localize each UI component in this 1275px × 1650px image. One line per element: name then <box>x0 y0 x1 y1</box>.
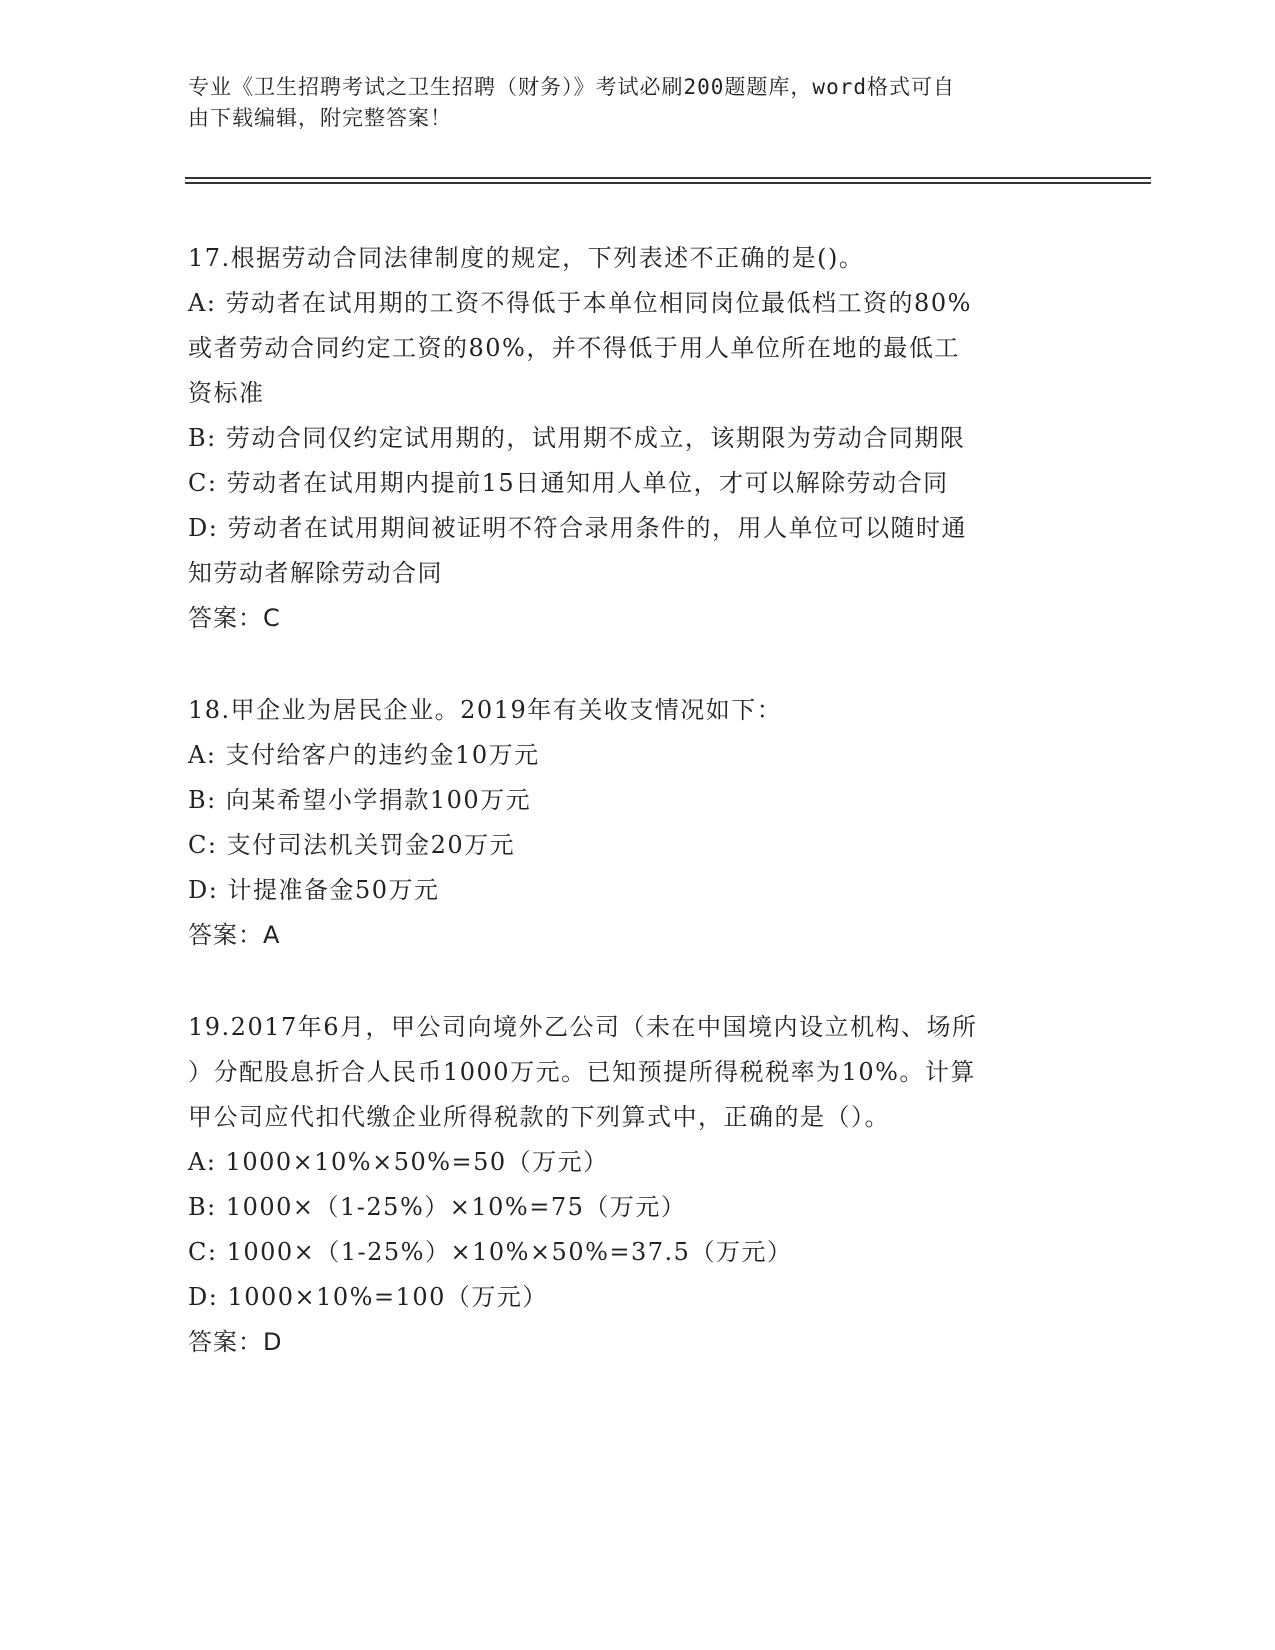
question-block <box>188 1005 1088 1365</box>
question-stem: 甲公司应代扣代缴企业所得税款的下列算式中，正确的是（）。 <box>188 1103 890 1131</box>
option-text: A: 1000×10%×50%=50（万元） <box>188 1148 609 1176</box>
answer-option <box>188 281 1088 416</box>
answer-option <box>188 416 1088 461</box>
answer-option <box>188 1140 1088 1185</box>
header-divider <box>185 182 1151 184</box>
answer-option <box>188 461 1088 506</box>
answer-option <box>188 1275 1088 1320</box>
answer-key: 答案：A <box>188 921 281 949</box>
question-stem: 17.根据劳动合同法律制度的规定，下列表述不正确的是()。 <box>188 244 865 272</box>
answer-option <box>188 1185 1088 1230</box>
answer-option <box>188 778 1088 823</box>
header-line: 由下载编辑，附完整答案！ <box>188 106 452 130</box>
question-stem: 19.2017年6月，甲公司向境外乙公司（未在中国境内设立机构、场所 <box>188 1013 978 1041</box>
header-line: 专业《卫生招聘考试之卫生招聘（财务）》考试必刷200题题库，word格式可自 <box>188 75 955 99</box>
question-block <box>188 688 1088 958</box>
answer-option <box>188 733 1088 778</box>
answer-key: 答案：D <box>188 1328 283 1356</box>
answer-key: 答案：C <box>188 604 281 632</box>
option-text: 知劳动者解除劳动合同 <box>188 559 443 587</box>
option-text: 或者劳动合同约定工资的80%，并不得低于用人单位所在地的最低工 <box>188 334 960 362</box>
option-text: D: 劳动者在试用期间被证明不符合录用条件的，用人单位可以随时通 <box>188 514 967 542</box>
answer-option <box>188 506 1088 596</box>
question-stem: 18.甲企业为居民企业。2019年有关收支情况如下： <box>188 696 783 724</box>
option-text: B: 1000×（1-25%）×10%=75（万元） <box>188 1193 687 1221</box>
option-text: C: 劳动者在试用期内提前15日通知用人单位，才可以解除劳动合同 <box>188 469 949 497</box>
option-text: A: 支付给客户的违约金10万元 <box>188 741 540 769</box>
option-text: D: 1000×10%=100（万元） <box>188 1283 548 1311</box>
option-text: A: 劳动者在试用期的工资不得低于本单位相同岗位最低档工资的80% <box>188 289 972 317</box>
header-divider <box>185 177 1151 179</box>
option-text: C: 1000×（1-25%）×10%×50%=37.5（万元） <box>188 1238 793 1266</box>
document-header <box>188 72 1068 134</box>
option-text: B: 向某希望小学捐款100万元 <box>188 786 532 814</box>
answer-option <box>188 823 1088 868</box>
option-text: B: 劳动合同仅约定试用期的，试用期不成立，该期限为劳动合同期限 <box>188 424 966 452</box>
option-text: 资标准 <box>188 379 265 407</box>
option-text: C: 支付司法机关罚金20万元 <box>188 831 516 859</box>
answer-option <box>188 868 1088 913</box>
question-block <box>188 236 1088 641</box>
answer-option <box>188 1230 1088 1275</box>
question-list <box>188 236 1088 1412</box>
option-text: D: 计提准备金50万元 <box>188 876 440 904</box>
question-stem: ）分配股息折合人民币1000万元。已知预提所得税税率为10%。计算 <box>188 1058 976 1086</box>
